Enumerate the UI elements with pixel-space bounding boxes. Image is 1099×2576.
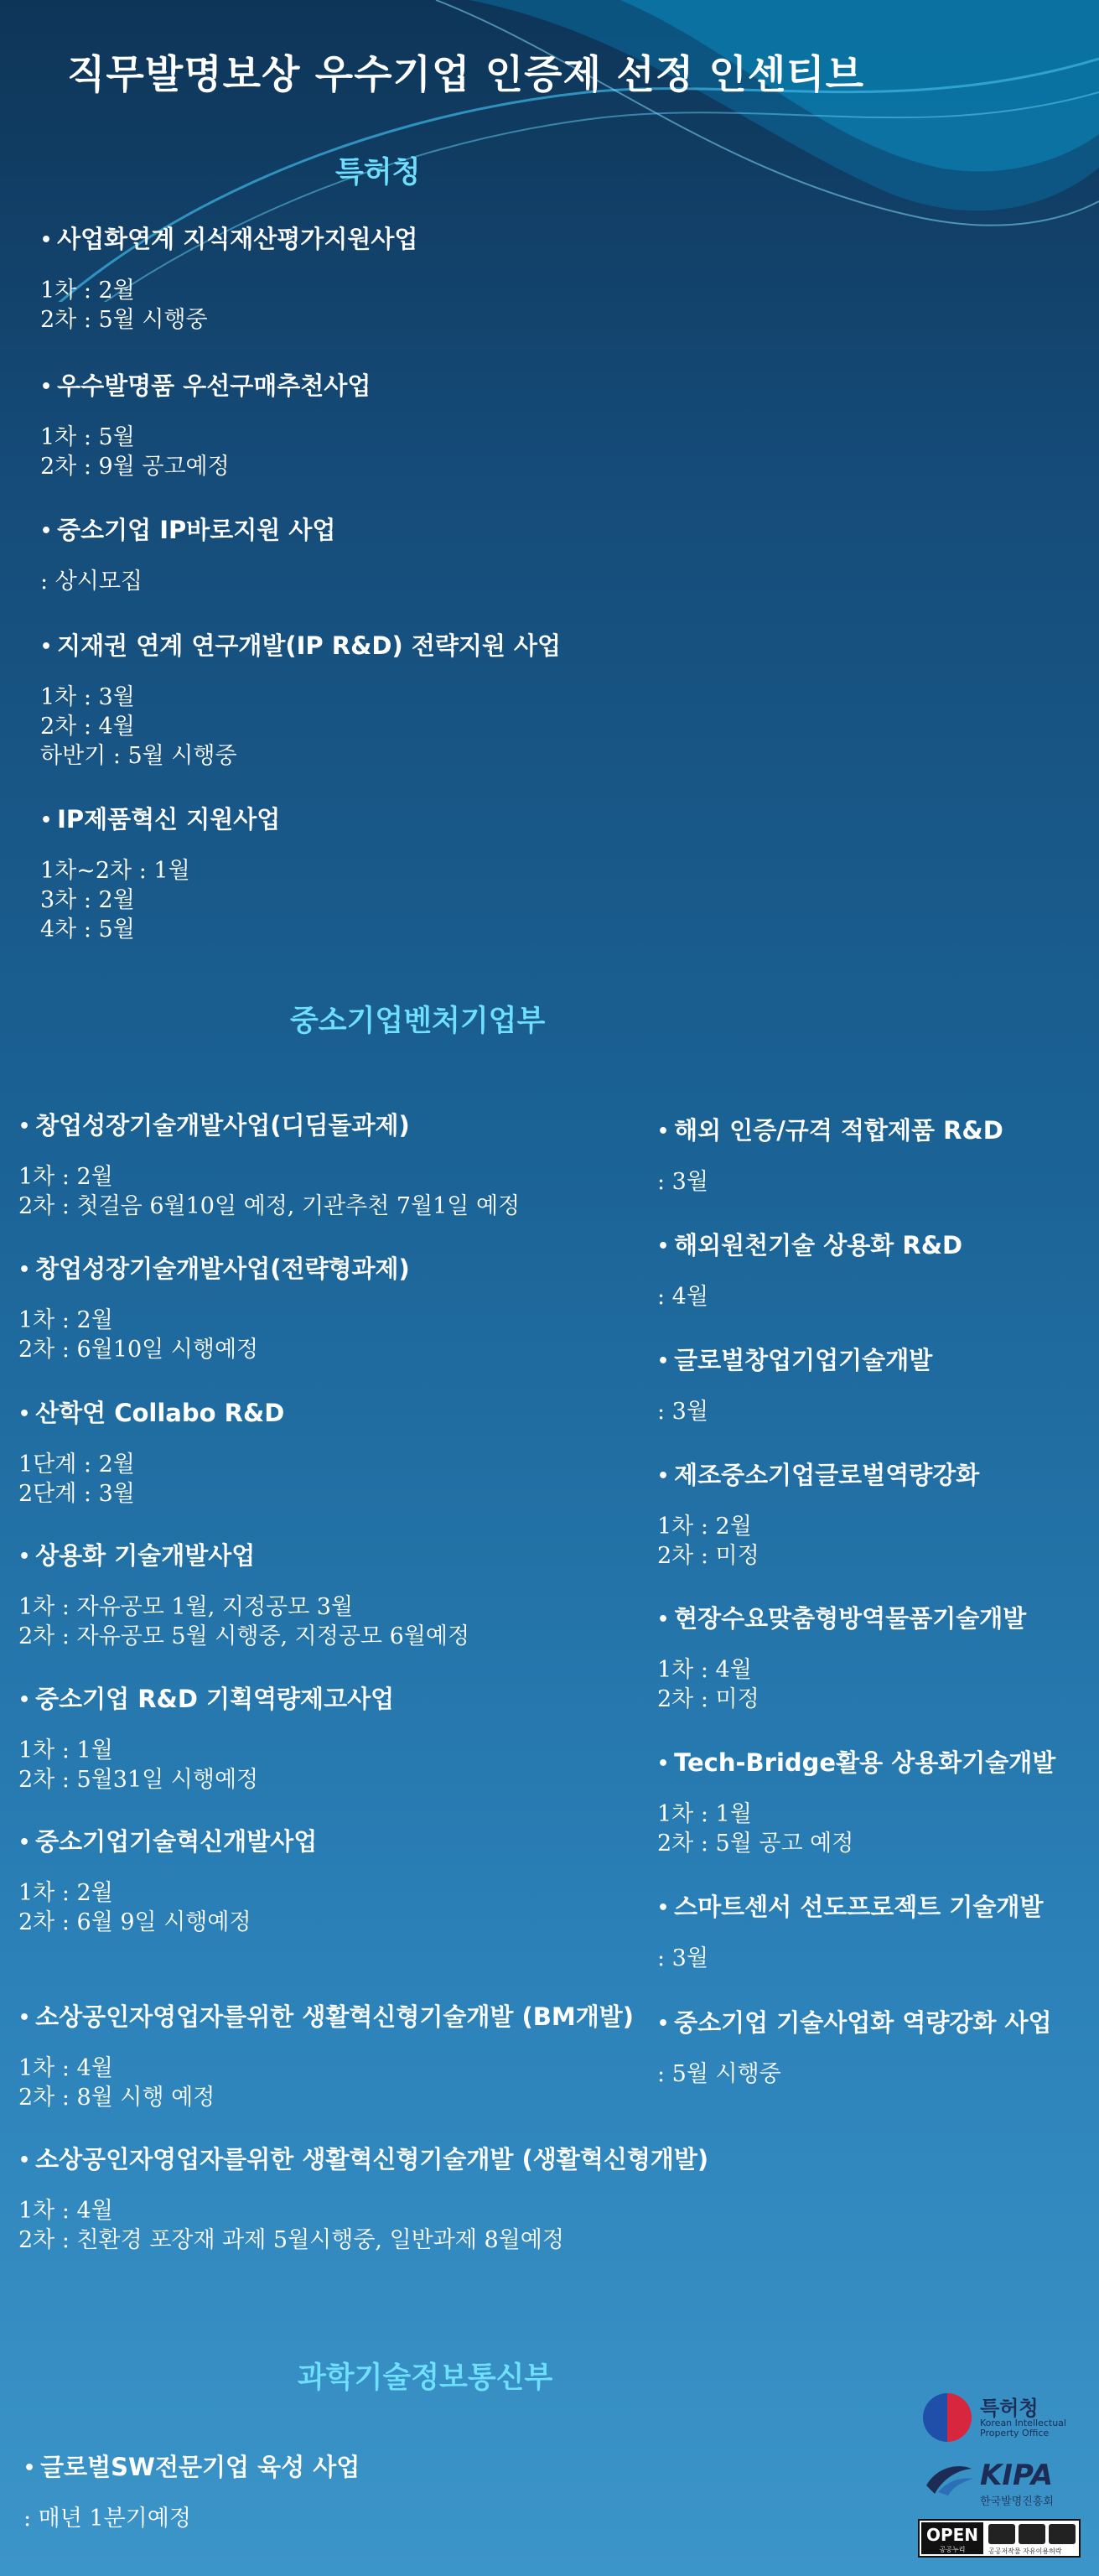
kipa-emblem-icon	[923, 2460, 975, 2497]
open-license-label: OPEN	[921, 2522, 983, 2554]
program-item	[18, 2000, 634, 2112]
bullet-icon: •	[18, 1259, 31, 1280]
schedule-lines	[657, 1800, 1055, 1858]
schedule-line: 2차 : 4월	[40, 714, 135, 740]
schedule-line: 1차 : 자유공모 1월, 지정공모 3월	[18, 1594, 354, 1620]
bullet-icon: •	[657, 1753, 670, 1774]
program-item	[18, 2142, 708, 2255]
program-title	[18, 1539, 469, 1574]
schedule-line: 1차 : 2월	[18, 1307, 113, 1333]
bullet-icon: •	[40, 377, 53, 397]
program-title	[18, 1682, 394, 1717]
bullet-icon: •	[657, 1898, 670, 1919]
program-title	[18, 1396, 284, 1431]
bullet-icon: •	[40, 521, 53, 542]
schedule-line: 1차 : 2월	[40, 278, 135, 304]
program-item	[23, 2450, 360, 2533]
schedule-line: 3차 : 2월	[40, 887, 135, 913]
program-item	[657, 1114, 1003, 1197]
program-title	[40, 222, 417, 257]
schedule-line: 1단계 : 2월	[18, 1452, 135, 1478]
program-title-text: 우수발명품 우선구매추천사업	[57, 371, 371, 400]
section-heading-kipo: 특허청	[335, 156, 421, 190]
schedule-line: 2단계 : 3월	[18, 1481, 135, 1507]
bullet-icon: •	[40, 810, 53, 831]
program-title-text: 글로벌창업기업기술개발	[674, 1346, 933, 1374]
program-title-text: 산학연 Collabo R&D	[35, 1399, 285, 1427]
schedule-line: : 3월	[657, 1399, 708, 1425]
program-title-text: 중소기업기술혁신개발사업	[35, 1827, 318, 1856]
program-title-text: 중소기업 IP바로지원 사업	[57, 516, 336, 544]
program-item	[657, 1228, 962, 1311]
schedule-lines	[18, 1162, 520, 1221]
schedule-line: 1차 : 5월	[40, 424, 135, 450]
program-item	[18, 1109, 520, 1221]
program-title-text: 스마트센서 선도프로젝트 기술개발	[674, 1893, 1044, 1921]
program-item	[18, 1825, 317, 1937]
schedule-line: 2차 : 첫걸음 6월10일 예정, 기관추천 7월1일 예정	[18, 1193, 521, 1219]
schedule-lines	[18, 1306, 410, 1364]
program-title	[40, 802, 280, 838]
schedule-lines	[18, 1592, 469, 1651]
schedule-line: 1차 : 4월	[18, 2198, 113, 2224]
schedule-line: 2차 : 미정	[657, 1686, 759, 1712]
program-title	[18, 1825, 317, 1860]
schedule-line: 1차 : 2월	[18, 1880, 113, 1906]
program-title	[40, 369, 371, 404]
schedule-line: 2차 : 6월10일 시행예정	[18, 1337, 259, 1363]
schedule-line: 2차 : 9월 공고예정	[40, 454, 230, 480]
no-derivatives-icon	[1049, 2524, 1076, 2544]
bullet-icon: •	[40, 636, 53, 657]
program-title-text: 창업성장기술개발사업(전략형과제)	[35, 1254, 410, 1283]
schedule-line: 1차 : 1월	[657, 1801, 752, 1827]
program-title-text: 해외원천기술 상용화 R&D	[674, 1231, 963, 1259]
program-item	[18, 1682, 394, 1794]
program-title	[657, 1890, 1043, 1925]
schedule-line: 2차 : 6월 9일 시행예정	[18, 1909, 251, 1935]
schedule-line: 2차 : 5월 시행중	[40, 307, 208, 333]
schedule-lines	[40, 683, 561, 771]
bullet-icon: •	[657, 1236, 670, 1257]
program-title	[657, 1746, 1055, 1781]
program-item	[18, 1396, 284, 1509]
schedule-lines	[657, 1655, 1026, 1714]
schedule-lines	[18, 1736, 394, 1794]
schedule-lines	[18, 1450, 284, 1509]
schedule-line: 하반기 : 5월 시행중	[40, 743, 237, 769]
program-title	[40, 513, 335, 548]
kipa-logo-korean: 한국발명진흥회	[980, 2496, 1054, 2508]
schedule-line: 1차 : 4월	[18, 2055, 113, 2081]
schedule-line: 2차 : 8월 시행 예정	[18, 2085, 215, 2111]
schedule-lines	[40, 276, 417, 335]
schedule-line: 2차 : 미정	[657, 1543, 759, 1569]
schedule-lines	[657, 1282, 962, 1311]
bullet-icon: •	[18, 1690, 31, 1711]
open-license-category: 공공누리	[939, 2546, 966, 2553]
schedule-lines	[18, 1878, 317, 1937]
schedule-line: 1차 : 1월	[18, 1737, 113, 1763]
program-title-text: 창업성장기술개발사업(디딤돌과제)	[35, 1111, 410, 1140]
program-item	[40, 369, 371, 481]
open-license-desc: 공공저작물 자유이용허락	[988, 2547, 1062, 2555]
schedule-line: : 4월	[657, 1284, 708, 1310]
program-title	[18, 2142, 708, 2178]
schedule-line: : 3월	[657, 1169, 708, 1195]
schedule-line: : 상시모집	[40, 569, 143, 595]
bullet-icon: •	[18, 2150, 31, 2171]
program-title	[18, 1109, 520, 1144]
section-heading-mss: 중소기업벤처기업부	[290, 1005, 546, 1038]
license-icons	[988, 2524, 1076, 2544]
bullet-icon: •	[657, 1351, 670, 1372]
program-title-text: 소상공인자영업자를위한 생활혁신형기술개발 (BM개발)	[35, 2002, 635, 2031]
program-item	[657, 1602, 1026, 1714]
schedule-lines	[657, 1397, 932, 1426]
program-item	[18, 1252, 410, 1364]
schedule-lines	[40, 567, 335, 596]
program-title-text: 지재권 연계 연구개발(IP R&D) 전략지원 사업	[57, 631, 561, 660]
schedule-line: 4차 : 5월	[40, 917, 135, 943]
bullet-icon: •	[657, 1466, 670, 1487]
program-title-text: 소상공인자영업자를위한 생활혁신형기술개발 (생활혁신형개발)	[35, 2145, 709, 2174]
program-title	[18, 2000, 634, 2035]
program-title-text: 중소기업 R&D 기획역량제고사업	[35, 1685, 395, 1713]
program-item	[657, 2006, 1052, 2089]
program-title-text: Tech-Bridge활용 상용화기술개발	[674, 1748, 1056, 1777]
bullet-icon: •	[657, 1609, 670, 1630]
bullet-icon: •	[18, 1832, 31, 1853]
schedule-line: : 5월 시행중	[657, 2061, 781, 2087]
schedule-line: : 3월	[657, 1945, 708, 1971]
program-title-text: 글로벌SW전문기업 육성 사업	[40, 2453, 360, 2481]
kipo-logo-name: 특허청	[980, 2397, 1039, 2420]
open-license-badge	[918, 2519, 1081, 2558]
program-title	[657, 1458, 979, 1493]
program-title	[657, 1343, 932, 1379]
program-title	[657, 1602, 1026, 1637]
program-title	[40, 629, 561, 664]
program-item	[40, 513, 335, 596]
program-title-text: 상용화 기술개발사업	[35, 1541, 256, 1570]
schedule-line: 1차 : 3월	[40, 684, 135, 710]
schedule-line: 2차 : 5월 공고 예정	[657, 1831, 854, 1857]
bullet-icon: •	[657, 2013, 670, 2034]
program-title	[18, 1252, 410, 1287]
schedule-lines	[18, 2054, 634, 2112]
bullet-icon: •	[18, 2007, 31, 2028]
bullet-icon: •	[18, 1116, 31, 1137]
schedule-line: 1차 : 4월	[657, 1657, 752, 1683]
program-item	[657, 1343, 932, 1426]
logo-area	[916, 2388, 1084, 2564]
program-item	[40, 629, 561, 771]
schedule-line: : 매년 1분기예정	[23, 2506, 191, 2532]
program-title-text: 제조중소기업글로벌역량강화	[674, 1461, 980, 1489]
schedule-lines	[18, 2196, 708, 2255]
program-item	[18, 1539, 469, 1651]
program-title	[23, 2450, 360, 2485]
program-title-text: 중소기업 기술사업화 역량강화 사업	[674, 2008, 1052, 2037]
program-item	[40, 222, 417, 335]
schedule-line: 2차 : 자유공모 5월 시행중, 지정공모 6월예정	[18, 1623, 470, 1649]
program-title-text: 현장수요맞춤형방역물품기술개발	[674, 1604, 1027, 1633]
bullet-icon: •	[23, 2458, 36, 2479]
bullet-icon: •	[40, 230, 53, 251]
kipa-logo-name: KIPA	[980, 2459, 1054, 2492]
schedule-line: 2차 : 친환경 포장재 과제 5월시행중, 일반과제 8월예정	[18, 2227, 564, 2253]
program-item	[657, 1890, 1043, 1973]
program-item	[40, 802, 280, 944]
schedule-line: 1차 : 2월	[657, 1514, 752, 1540]
schedule-line: 1차~2차 : 1월	[40, 858, 190, 884]
schedule-lines	[657, 1944, 1043, 1973]
program-item	[657, 1746, 1055, 1858]
section-heading-msit: 과학기술정보통신부	[298, 2361, 553, 2395]
kipo-emblem-icon	[923, 2393, 972, 2442]
program-title	[657, 1228, 962, 1264]
schedule-lines	[657, 2059, 1052, 2089]
kipo-logo-english: Korean Intellectual Property Office	[980, 2418, 1066, 2438]
bullet-icon: •	[18, 1546, 31, 1567]
program-title-text: 사업화연계 지식재산평가지원사업	[57, 225, 418, 253]
schedule-lines	[657, 1512, 979, 1571]
program-title-text: IP제품혁신 지원사업	[57, 805, 281, 834]
bullet-icon: •	[18, 1404, 31, 1425]
schedule-lines	[23, 2504, 360, 2533]
program-title	[657, 1114, 1003, 1149]
schedule-lines	[657, 1167, 1003, 1197]
program-title-text: 해외 인증/규격 적합제품 R&D	[674, 1116, 1003, 1145]
bullet-icon: •	[657, 1121, 670, 1142]
schedule-line: 2차 : 5월31일 시행예정	[18, 1767, 259, 1793]
noncommercial-icon	[1019, 2524, 1045, 2544]
program-item	[657, 1458, 979, 1571]
schedule-lines	[40, 423, 371, 481]
program-title	[657, 2006, 1052, 2041]
schedule-lines	[40, 856, 280, 944]
schedule-line: 1차 : 2월	[18, 1164, 113, 1190]
attribution-icon	[988, 2524, 1015, 2544]
page-title: 직무발명보상 우수기업 인증제 선정 인센티브	[67, 52, 865, 98]
